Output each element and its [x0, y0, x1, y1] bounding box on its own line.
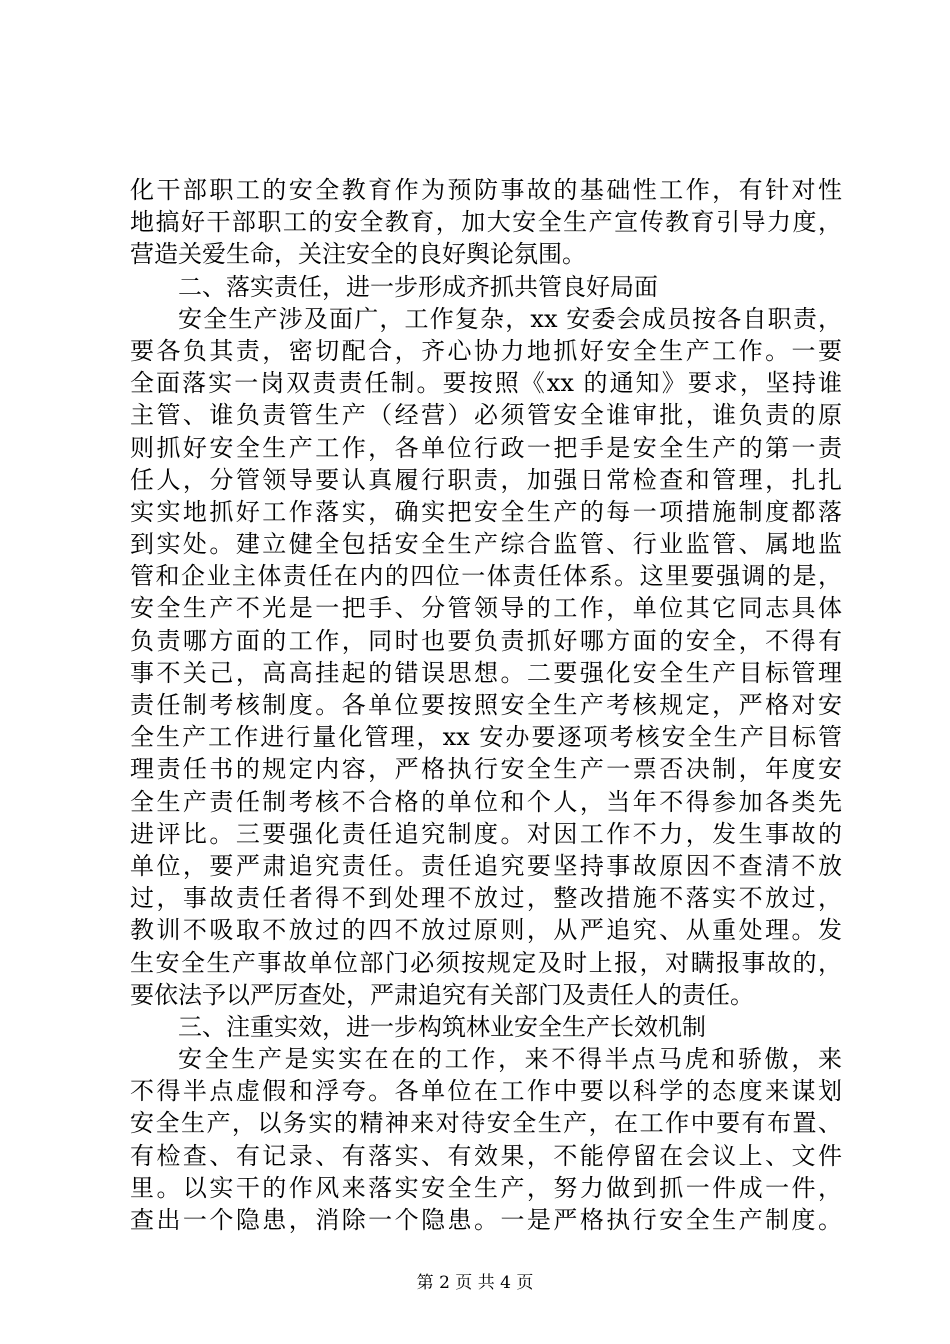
text-line: 实实地抓好工作落实，确实把安全生产的每一项措施制度都落 — [130, 497, 842, 526]
text-line: 负责哪方面的工作，同时也要负责抓好哪方面的安全，不得有 — [130, 626, 842, 655]
text-line: 理责任书的规定内容，严格执行安全生产一票否决制，年度安 — [130, 755, 842, 784]
text-line: 二、落实责任，进一步形成齐抓共管良好局面 — [178, 272, 658, 301]
text-line: 安全生产是实实在在的工作，来不得半点马虎和骄傲，来 — [178, 1045, 842, 1074]
text-line: 全面落实一岗双责责任制。要按照《xx 的通知》要求，坚持谁 — [130, 369, 842, 398]
text-line: 过，事故责任者得不到处理不放过，整改措施不落实不放过， — [130, 884, 842, 913]
text-line: 三、注重实效，进一步构筑林业安全生产长效机制 — [178, 1012, 706, 1041]
text-line: 不得半点虚假和浮夸。各单位在工作中要以科学的态度来谋划 — [130, 1077, 842, 1106]
page-footer: 第 2 页 共 4 页 — [416, 1273, 534, 1293]
text-line: 里。以实干的作风来落实安全生产，努力做到抓一件成一件， — [130, 1173, 842, 1202]
text-line: 进评比。三要强化责任追究制度。对因工作不力，发生事故的 — [130, 819, 842, 848]
text-line: 全生产责任制考核不合格的单位和个人，当年不得参加各类先 — [130, 787, 842, 816]
text-line: 要各负其责，密切配合，齐心协力地抓好安全生产工作。一要 — [130, 336, 842, 365]
text-line: 安全生产涉及面广，工作复杂，xx 安委会成员按各自职责， — [178, 304, 842, 333]
text-line: 单位，要严肃追究责任。责任追究要坚持事故原因不查清不放 — [130, 851, 842, 880]
text-line: 生安全生产事故单位部门必须按规定及时上报，对瞒报事故的， — [130, 948, 842, 977]
text-line: 主管、谁负责管生产（经营）必须管安全谁审批，谁负责的原 — [130, 401, 842, 430]
text-line: 查出一个隐患，消除一个隐患。一是严格执行安全生产制度。 — [130, 1206, 842, 1234]
text-line: 地搞好干部职工的安全教育，加大安全生产宣传教育引导力度， — [130, 208, 842, 237]
text-line: 要依法予以严厉查处，严肃追究有关部门及责任人的责任。 — [130, 980, 754, 1009]
document-body — [130, 174, 842, 1236]
text-line: 任人，分管领导要认真履行职责，加强日常检查和管理，扎扎 — [130, 465, 842, 494]
text-line: 化干部职工的安全教育作为预防事故的基础性工作，有针对性 — [130, 176, 842, 204]
text-line: 安全生产不光是一把手、分管领导的工作，单位其它同志具体 — [130, 594, 842, 623]
text-line: 安全生产，以务实的精神来对待安全生产，在工作中要有布置、 — [130, 1109, 842, 1138]
text-line: 营造关爱生命，关注安全的良好舆论氛围。 — [130, 240, 586, 269]
text-line: 教训不吸取不放过的四不放过原则，从严追究、从重处理。发 — [130, 916, 842, 945]
text-line: 有检查、有记录、有落实、有效果，不能停留在会议上、文件 — [130, 1141, 842, 1170]
text-line: 全生产工作进行量化管理，xx 安办要逐项考核安全生产目标管 — [130, 723, 842, 752]
text-line: 管和企业主体责任在内的四位一体责任体系。这里要强调的是， — [130, 562, 842, 591]
text-line: 事不关己，高高挂起的错误思想。二要强化安全生产目标管理 — [130, 658, 842, 687]
text-line: 到实处。建立健全包括安全生产综合监管、行业监管、属地监 — [130, 530, 842, 559]
text-line: 责任制考核制度。各单位要按照安全生产考核规定，严格对安 — [130, 691, 842, 719]
text-line: 则抓好安全生产工作，各单位行政一把手是安全生产的第一责 — [130, 433, 842, 462]
